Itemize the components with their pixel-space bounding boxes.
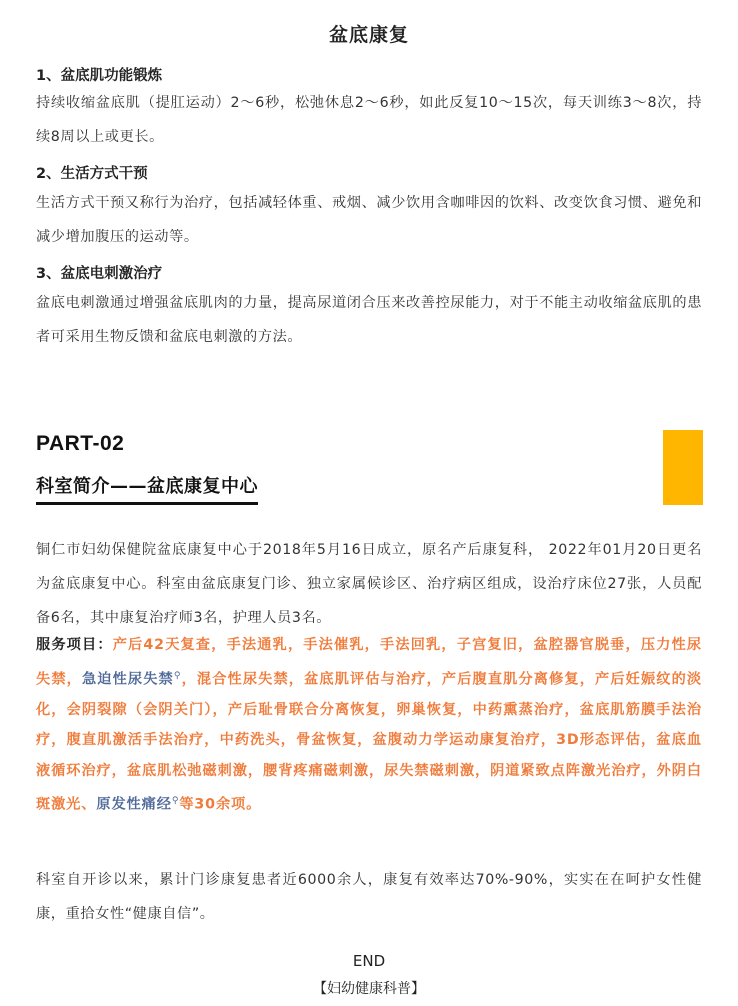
section-body-1: 持续收缩盆底肌（提肛运动）2～6秒，松弛休息2～6秒，如此反复10～15次，每天训练3～8次，持续8周以上或更长。 <box>36 95 702 145</box>
services-text-3: 等30余项。 <box>179 796 262 813</box>
section-body-3: 盆底电刺激通过增强盆底肌肉的力量，提高尿道闭合压来改善控尿能力，对于不能主动收缩盆底肌的患者可采用生物反馈和盆底电刺激的方法。 <box>36 295 702 345</box>
section-body-2: 生活方式干预又称行为治疗，包括减轻体重、戒烟、减少饮用含咖啡因的饮料、改变饮食习惯、避免和减少增加腹压的运动等。 <box>36 195 702 245</box>
section-heading-2: 2、生活方式干预 <box>36 166 148 182</box>
part-title: 科室简介——盆底康复中心 <box>36 472 258 505</box>
services-text-1: 产后42天复查，手法通乳，手法催乳，手法回乳，子宫复旧，盆腔器官脱垂，压力性尿失禁， <box>36 637 702 688</box>
accent-block <box>663 430 703 505</box>
end-marker: END <box>352 952 386 970</box>
department-intro: 铜仁市妇幼保健院盆底康复中心于2018年5月16日成立，原名产后康复科， 2022年01月20日更名为盆底康复中心。科室由盆底康复门诊、独立家属候诊区、治疗病区组成，设治疗床位27张，人员配备6名，其中康复治疗师3名，护理人员3名。 <box>36 542 702 626</box>
article-title: 盆底康复 <box>328 24 409 46</box>
services-paragraph <box>36 630 702 820</box>
search-icon[interactable]: ⚲ <box>171 796 180 807</box>
link-urge-incontinence[interactable]: 急迫性尿失禁 <box>81 671 174 688</box>
source-label: 【妇幼健康科普】 <box>313 981 425 997</box>
search-icon[interactable]: ⚲ <box>173 670 182 681</box>
services-text-2: ，混合性尿失禁，盆底肌评估与治疗，产后腹直肌分离修复，产后妊娠纹的淡化，会阴裂隙（会阴关门），产后耻骨联合分离恢复，卵巢恢复，中药熏蒸治疗，盆底肌筋膜手法治疗，腹直肌激活手法治疗，中药洗头，骨盆恢复，盆腹动力学运动康复治疗，3D形态评估，盆底血液循环治疗，盆底肌松弛磁刺激，腰背疼痛磁刺激，尿失禁磁刺激，阴道紧致点阵激光治疗，外阴白斑激光、 <box>36 671 703 813</box>
part-number: PART-02 <box>36 432 125 455</box>
link-primary-dysmenorrhea[interactable]: 原发性痛经 <box>96 796 172 813</box>
department-summary: 科室自开诊以来，累计门诊康复患者近6000余人，康复有效率达70%-90%，实实在在呵护女性健康，重拾女性“健康自信”。 <box>36 872 702 922</box>
section-heading-3: 3、盆底电刺激治疗 <box>36 266 163 282</box>
services-label: 服务项目： <box>36 637 113 653</box>
section-heading-1: 1、盆底肌功能锻炼 <box>36 68 163 84</box>
